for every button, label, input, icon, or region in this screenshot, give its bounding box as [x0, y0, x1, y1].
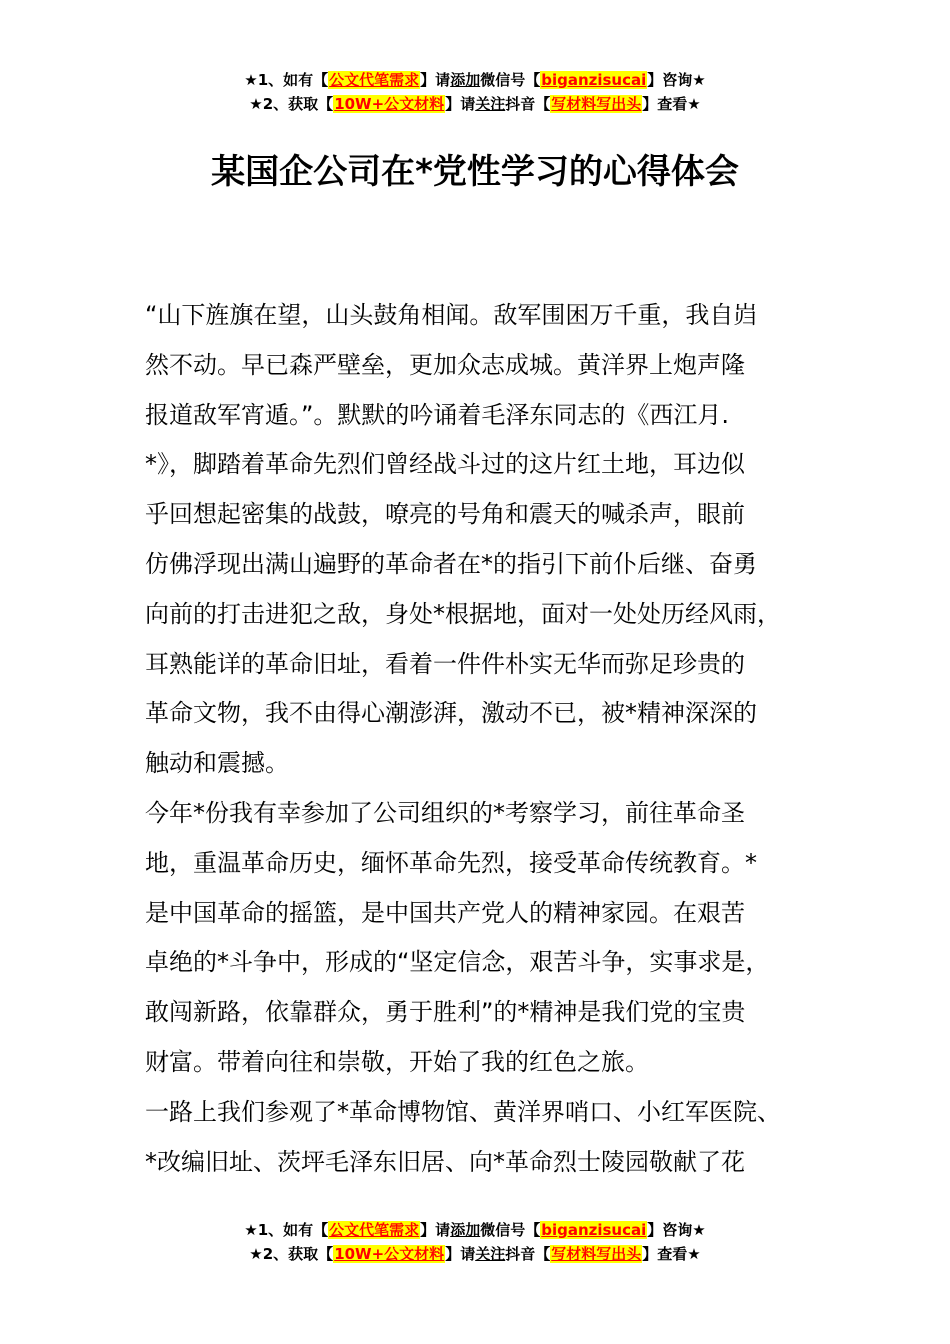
- notice-text: 】咨询★: [647, 71, 706, 89]
- notice-highlight: 10W+公文材料: [334, 95, 445, 113]
- notice-text: 】查看★: [642, 95, 701, 113]
- notice-line-1: [0, 68, 950, 92]
- header-notice: [0, 68, 950, 116]
- notice-text: 】咨询★: [647, 1221, 706, 1239]
- notice-line-1: [0, 1218, 950, 1242]
- notice-underline: 添加: [450, 1221, 481, 1239]
- notice-text: 】查看★: [642, 1245, 701, 1263]
- notice-douyin-id: 写材料写出头: [551, 95, 642, 113]
- notice-text: 微信号【: [480, 71, 541, 89]
- notice-text: ★1、如有【: [244, 71, 329, 89]
- text-line: 乎回想起密集的战鼓，嘹亮的号角和震天的喊杀声，眼前: [145, 500, 745, 529]
- notice-highlight: 10W+公文材料: [334, 1245, 445, 1263]
- text-line: 敢闯新路，依靠群众，勇于胜利”的*精神是我们党的宝贵: [145, 998, 746, 1027]
- text-line: 革命文物，我不由得心潮澎湃，激动不已，被*精神深深的: [145, 699, 757, 728]
- paragraph-1: [145, 291, 835, 789]
- notice-text: ★2、获取【: [249, 95, 334, 113]
- footer-notice: [0, 1218, 950, 1266]
- notice-text: ★1、如有【: [244, 1221, 329, 1239]
- notice-underline: 关注: [475, 1245, 506, 1263]
- notice-text: 】请: [445, 95, 476, 113]
- notice-wechat-id: biganzisucai: [541, 71, 647, 89]
- notice-text: 抖音【: [505, 95, 551, 113]
- text-line: 地，重温革命历史，缅怀革命先烈，接受革命传统教育。*: [145, 848, 757, 877]
- paragraph-3: [145, 1088, 835, 1188]
- notice-text: 抖音【: [505, 1245, 551, 1263]
- notice-underline: 添加: [450, 71, 481, 89]
- text-line: *改编旧址、茨坪毛泽东旧居、向*革命烈士陵园敬献了花: [145, 1147, 745, 1176]
- notice-text: 微信号【: [480, 1221, 541, 1239]
- text-line: 耳熟能详的革命旧址，看着一件件朴实无华而弥足珍贵的: [145, 649, 745, 678]
- document-title: 某国企公司在*党性学习的心得体会: [211, 152, 739, 192]
- notice-underline: 关注: [475, 95, 506, 113]
- text-line: 一路上我们参观了*革命博物馆、黄洋界哨口、小红军医院、: [145, 1097, 781, 1126]
- notice-text: 】请: [420, 1221, 451, 1239]
- text-line: 财富。带着向往和崇敬，开始了我的红色之旅。: [145, 1047, 649, 1076]
- notice-wechat-id: biganzisucai: [541, 1221, 647, 1239]
- notice-line-2: [0, 1242, 950, 1266]
- text-line: 然不动。早已森严壁垒，更加众志成城。黄洋界上炮声隆: [145, 350, 745, 379]
- notice-text: ★2、获取【: [249, 1245, 334, 1263]
- text-line: *》，脚踏着革命先烈们曾经战斗过的这片红土地，耳边似: [145, 450, 745, 479]
- text-line: 向前的打击进犯之敌，身处*根据地，面对一处处历经风雨，: [145, 599, 781, 628]
- text-line: “山下旌旗在望，山头鼓角相闻。敌军围困万千重，我自岿: [145, 301, 758, 329]
- text-line: 报道敌军宵遁。”。默默的吟诵着毛泽东同志的《西江月.: [145, 400, 730, 429]
- text-line: 卓绝的*斗争中，形成的“坚定信念，艰苦斗争，实事求是，: [145, 948, 770, 977]
- notice-highlight: 公文代笔需求: [329, 71, 420, 89]
- text-line: 今年*份我有幸参加了公司组织的*考察学习，前往革命圣: [145, 798, 745, 827]
- notice-highlight: 公文代笔需求: [329, 1221, 420, 1239]
- notice-douyin-id: 写材料写出头: [551, 1245, 642, 1263]
- text-line: 仿佛浮现出满山遍野的革命者在*的指引下前仆后继、奋勇: [145, 549, 757, 578]
- notice-line-2: [0, 92, 950, 116]
- paragraph-2: [145, 789, 835, 1088]
- text-line: 是中国革命的摇篮，是中国共产党人的精神家园。在艰苦: [145, 898, 745, 927]
- notice-text: 】请: [445, 1245, 476, 1263]
- document-body: [145, 291, 835, 1187]
- text-line: 触动和震撼。: [145, 749, 289, 778]
- notice-text: 】请: [420, 71, 451, 89]
